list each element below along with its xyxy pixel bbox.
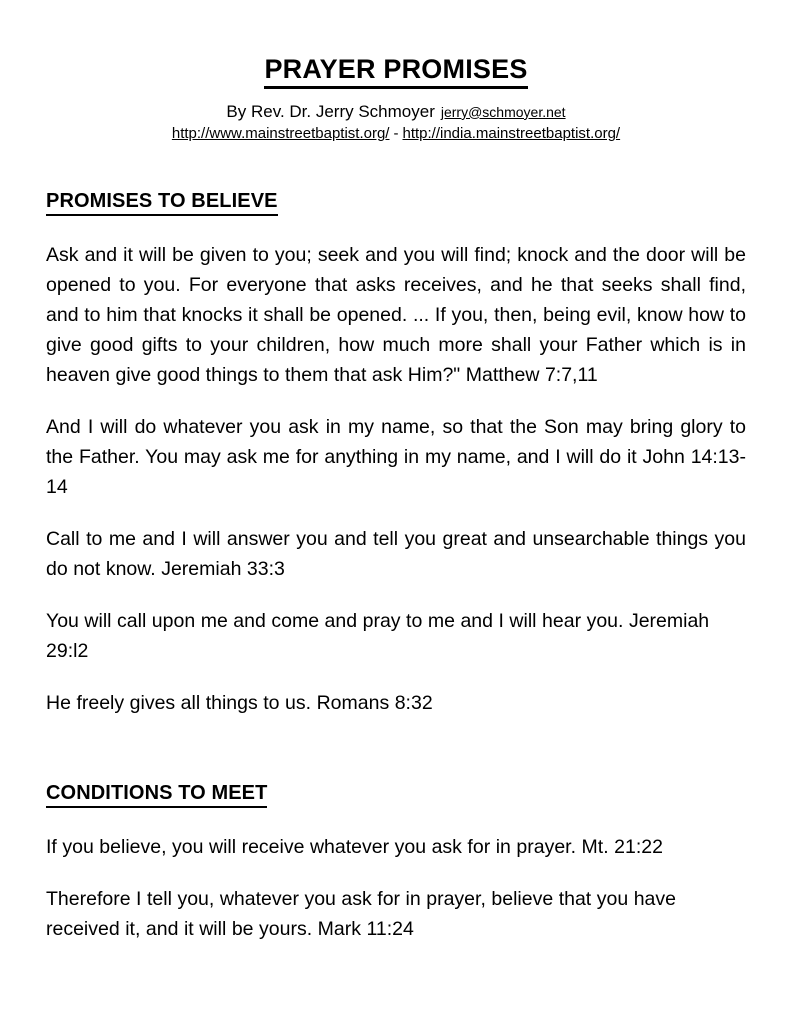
section-heading-promises-to-believe: PROMISES TO BELIEVE [46,189,278,216]
paragraph-matthew-21: If you believe, you will receive whatever you ask for in prayer. Mt. 21:22 [46,835,663,858]
section-body-conditions-to-meet [46,832,746,944]
document-header [46,0,746,144]
paragraph-romans-8: He freely gives all things to us. Romans 8:32 [46,691,433,714]
paragraph-matthew-7: Ask and it will be given to you; seek and you will find; knock and the door will be opened to you. For everyone that asks receives, and he that seeks shall find, and to him that knocks it shall be opened. ... If you, then, being evil, know how to give good gifts to your children, how much more shall your Father which is in heaven give good things to them that ask Him?" Matthew 7:7,11 [46,243,746,386]
author-name: By Rev. Dr. Jerry Schmoyer [226,101,435,121]
section-promises-to-believe [46,189,746,216]
document-content [46,0,746,944]
section-conditions-to-meet [46,781,746,808]
page-title: PRAYER PROMISES [264,55,527,89]
page-title-wrap [46,55,746,93]
main-website-link[interactable]: http://www.mainstreetbaptist.org/ [171,124,390,142]
author-email-link[interactable]: jerry@schmoyer.net [440,103,566,120]
paragraph-jeremiah-29: You will call upon me and come and pray to me and I will hear you. Jeremiah 29:l2 [46,609,710,662]
paragraph-mark-11: Therefore I tell you, whatever you ask for in prayer, believe that you have received it, and it will be yours. Mark 11:24 [46,887,676,940]
link-separator: - [393,124,399,142]
paragraph-jeremiah-33: Call to me and I will answer you and tell you great and unsearchable things you do not know. Jeremiah 33:3 [46,527,746,580]
section-heading-conditions-to-meet: CONDITIONS TO MEET [46,781,267,808]
website-links [46,125,746,144]
paragraph-john-14: And I will do whatever you ask in my name, so that the Son may bring glory to the Father. You may ask me for anything in my name, and I will do it John 14:13-14 [46,415,746,498]
india-website-link[interactable]: http://india.mainstreetbaptist.org/ [402,124,621,142]
byline [46,101,746,122]
section-body-promises-to-believe [46,240,746,718]
